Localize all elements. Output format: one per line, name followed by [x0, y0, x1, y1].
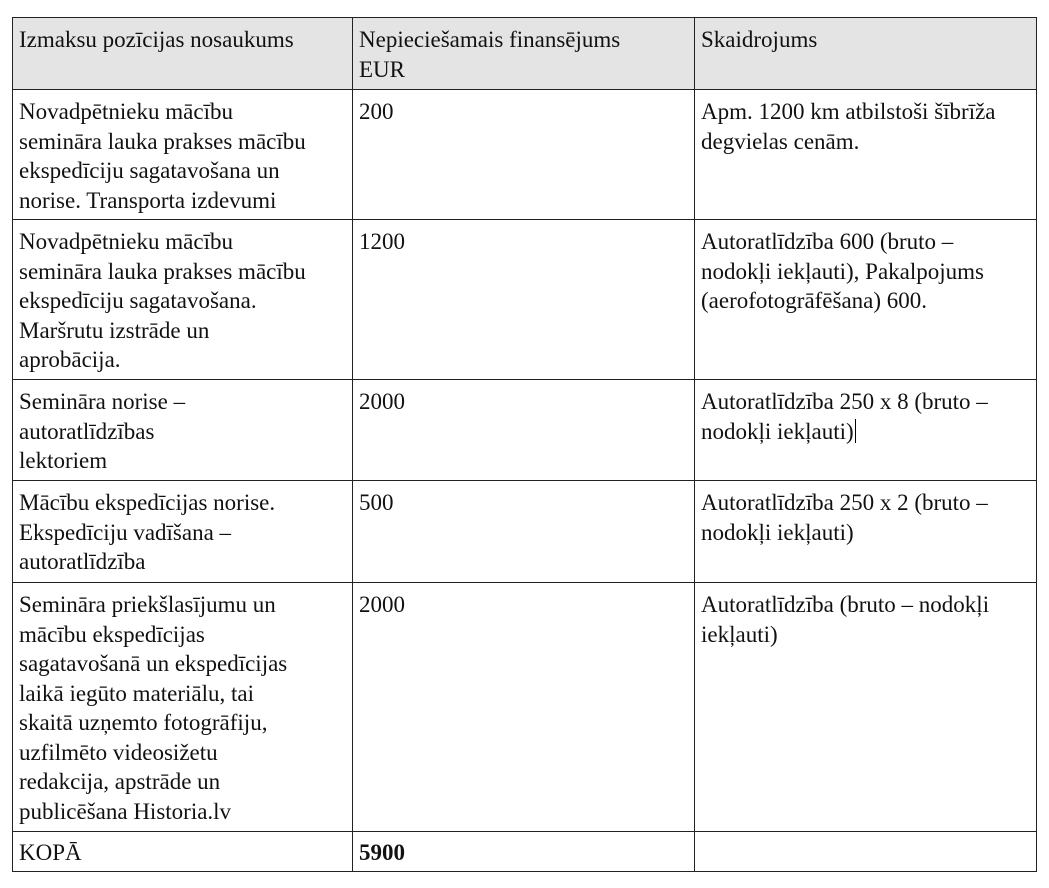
explanation-cell[interactable]	[695, 481, 1037, 583]
cell-text: aprobācija.	[19, 347, 121, 372]
cost-item-cell[interactable]	[13, 380, 353, 481]
total-explanation-cell[interactable]	[695, 832, 1037, 872]
explanation-cell[interactable]	[695, 583, 1037, 832]
cell-text: 1200	[359, 229, 405, 254]
cell-text-with-caret	[701, 417, 1030, 447]
header-funding[interactable]	[353, 18, 695, 90]
cell-text: nodokļi iekļauti), Pakalpojums	[701, 258, 984, 284]
total-amount: 5900	[359, 840, 405, 865]
table-row	[13, 481, 1037, 583]
cell-text: mācību ekspedīcijas	[19, 621, 205, 647]
cell-text: Autoratlīdzība (bruto – nodokļi	[701, 592, 990, 617]
explanation-cell[interactable]	[695, 220, 1037, 380]
cell-text: nodokļi iekļauti)	[701, 519, 854, 545]
header-text: EUR	[359, 56, 405, 82]
table-row	[13, 220, 1037, 380]
header-text: Nepieciešamais finansējums	[359, 27, 621, 52]
cell-text: Ekspedīciju vadīšana –	[19, 519, 232, 545]
table-row	[13, 583, 1037, 832]
budget-table	[12, 17, 1037, 872]
cell-text: sagatavošanā un ekspedīcijas	[19, 651, 288, 676]
table-row	[13, 90, 1037, 220]
cell-text: (aerofotogrāfēšana) 600.	[701, 288, 928, 313]
cell-text: 500	[359, 490, 394, 515]
cell-text: publicēšana Historia.lv	[19, 798, 232, 824]
amount-cell[interactable]	[353, 583, 695, 832]
cell-text: iekļauti)	[701, 621, 778, 647]
table-row	[13, 380, 1037, 481]
cell-text: laikā iegūto materiālu, tai	[19, 680, 255, 706]
cell-text: nodokļi iekļauti)	[701, 418, 854, 444]
cost-item-cell[interactable]	[13, 481, 353, 583]
cost-item-cell[interactable]	[13, 90, 353, 220]
cell-text: redakcija, apstrāde un	[19, 769, 221, 794]
cell-text: semināra lauka prakses mācību	[19, 258, 306, 284]
cell-text: Semināra norise –	[19, 389, 186, 414]
cost-item-cell[interactable]	[13, 583, 353, 832]
total-amount-cell[interactable]	[353, 832, 695, 872]
cell-text: uzfilmēto videosižetu	[19, 739, 218, 765]
cell-text: Autoratlīdzība 600 (bruto –	[701, 229, 954, 254]
header-text: Izmaksu pozīcijas nosaukums	[19, 27, 294, 52]
total-row	[13, 832, 1037, 872]
cell-text: 200	[359, 99, 394, 124]
cell-text: semināra lauka prakses mācību	[19, 128, 306, 154]
cell-text: norise. Transporta izdevumi	[19, 187, 277, 213]
header-cost-item[interactable]	[13, 18, 353, 90]
cell-text: lektoriem	[19, 448, 108, 473]
total-label-cell[interactable]	[13, 832, 353, 872]
amount-cell[interactable]	[353, 220, 695, 380]
header-row	[13, 18, 1037, 90]
explanation-cell[interactable]	[695, 90, 1037, 220]
cell-text: autoratlīdzības	[19, 418, 155, 444]
cell-text: ekspedīciju sagatavošana un	[19, 158, 280, 183]
cell-text: Autoratlīdzība 250 x 8 (bruto –	[701, 389, 988, 414]
cell-text: Novadpētnieku mācību	[19, 229, 233, 254]
header-text: Skaidrojums	[701, 27, 818, 52]
cell-text: ekspedīciju sagatavošana.	[19, 288, 257, 313]
cell-text: 2000	[359, 592, 405, 617]
cell-text: Apm. 1200 km atbilstoši šībrīža	[701, 99, 996, 124]
cell-text: Novadpētnieku mācību	[19, 99, 233, 124]
cell-text: Semināra priekšlasījumu un	[19, 592, 276, 617]
cell-text: Autoratlīdzība 250 x 2 (bruto –	[701, 490, 988, 515]
amount-cell[interactable]	[353, 90, 695, 220]
cell-text: Maršrutu izstrāde un	[19, 317, 210, 343]
header-explanation[interactable]	[695, 18, 1037, 90]
cell-text: autoratlīdzība	[19, 549, 146, 574]
cost-item-cell[interactable]	[13, 220, 353, 380]
amount-cell[interactable]	[353, 481, 695, 583]
cell-text: Mācību ekspedīcijas norise.	[19, 490, 276, 515]
explanation-cell[interactable]	[695, 380, 1037, 481]
cell-text: skaitā uzņemto fotogrāfiju,	[19, 710, 268, 735]
cell-text: degvielas cenām.	[701, 128, 860, 154]
amount-cell[interactable]	[353, 380, 695, 481]
total-label: KOPĀ	[19, 840, 82, 865]
text-cursor-icon	[855, 419, 856, 443]
cell-text: 2000	[359, 389, 405, 414]
